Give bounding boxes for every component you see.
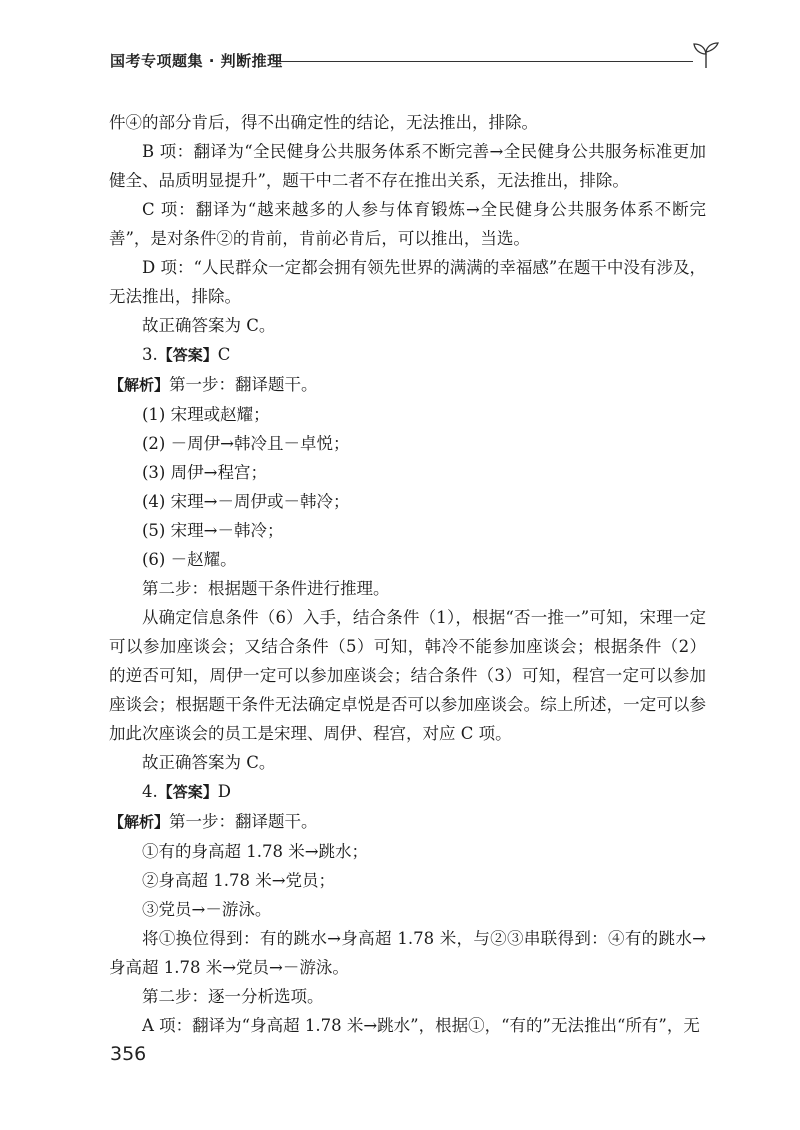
analysis-text: 第一步：翻译题干。: [169, 812, 318, 831]
analysis-label: 【解析】: [109, 813, 170, 831]
answer-line-4: [109, 777, 706, 807]
condition-item: (6) －赵耀。: [142, 550, 237, 569]
answer-label: 【答案】: [157, 783, 218, 801]
question-number: 3.: [142, 345, 158, 364]
answer-label: 【答案】: [157, 346, 218, 364]
analysis-label: 【解析】: [109, 376, 170, 394]
paragraph: D 项：“人民群众一定都会拥有领先世界的满满的幸福感”在题干中没有涉及，无法推出，排除。: [109, 258, 706, 306]
condition-item: (1) 宋理或赵耀；: [142, 405, 270, 424]
condition-item: (4) 宋理→－周伊或－韩冷；: [142, 492, 350, 511]
running-header: [110, 46, 710, 76]
analysis-text: 第一步：翻译题干。: [169, 375, 318, 394]
condition-item: (2) －周伊→韩冷且－卓悦；: [142, 434, 350, 453]
condition-item: ②身高超 1.78 米→党员；: [142, 871, 336, 890]
condition-item: (3) 周伊→程宫；: [142, 463, 267, 482]
paragraph: 从确定信息条件（6）入手，结合条件（1），根据“否一推一”可知，宋理一定可以参加座谈会；又结合条件（5）可知，韩冷不能参加座谈会；根据条件（2）的逆否可知，周伊一定可以参加座谈会；结合条件（3）可知，程宫一定可以参加座谈会；根据题干条件无法确定卓悦是否可以参加座谈会。综上所述，一定可以参加此次座谈会的员工是宋理、周伊、程宫，对应 C 项。: [109, 608, 706, 743]
question-number: 4.: [142, 782, 158, 801]
answer-line-3: [109, 340, 706, 370]
page-number: 356: [110, 1043, 147, 1065]
analysis-line-3: [109, 370, 706, 400]
page-body: [109, 108, 706, 1040]
sprout-icon: [690, 40, 722, 70]
paragraph: 将①换位得到：有的跳水→身高超 1.78 米，与②③串联得到：④有的跳水→身高超 1.78 米→党员→－游泳。: [109, 929, 706, 977]
paragraph: 故正确答案为 C。: [142, 316, 276, 335]
paragraph: 第二步：逐一分析选项。: [142, 987, 324, 1006]
paragraph: B 项：翻译为“全民健身公共服务体系不断完善→全民健身公共服务标准更加健全、品质明显提升”，题干中二者不存在推出关系，无法推出，排除。: [109, 142, 706, 190]
paragraph: 故正确答案为 C。: [142, 753, 276, 772]
paragraph: 件④的部分肯后，得不出确定性的结论，无法推出，排除。: [109, 113, 538, 132]
paragraph: 第二步：根据题干条件进行推理。: [142, 579, 390, 598]
answer-value: D: [217, 782, 231, 801]
header-title: 国考专项题集 · 判断推理: [110, 52, 283, 70]
paragraph: A 项：翻译为“身高超 1.78 米→跳水”，根据①，“有的”无法推出“所有”，无: [142, 1016, 700, 1035]
condition-item: ①有的身高超 1.78 米→跳水；: [142, 842, 369, 861]
header-rule: [273, 61, 693, 62]
paragraph: C 项：翻译为“越来越多的人参与体育锻炼→全民健身公共服务体系不断完善”，是对条件②的肯前，肯前必肯后，可以推出，当选。: [109, 200, 706, 248]
analysis-line-4: [109, 807, 706, 837]
condition-item: ③党员→－游泳。: [142, 900, 272, 919]
condition-item: (5) 宋理→－韩冷；: [142, 521, 284, 540]
answer-value: C: [217, 345, 231, 364]
